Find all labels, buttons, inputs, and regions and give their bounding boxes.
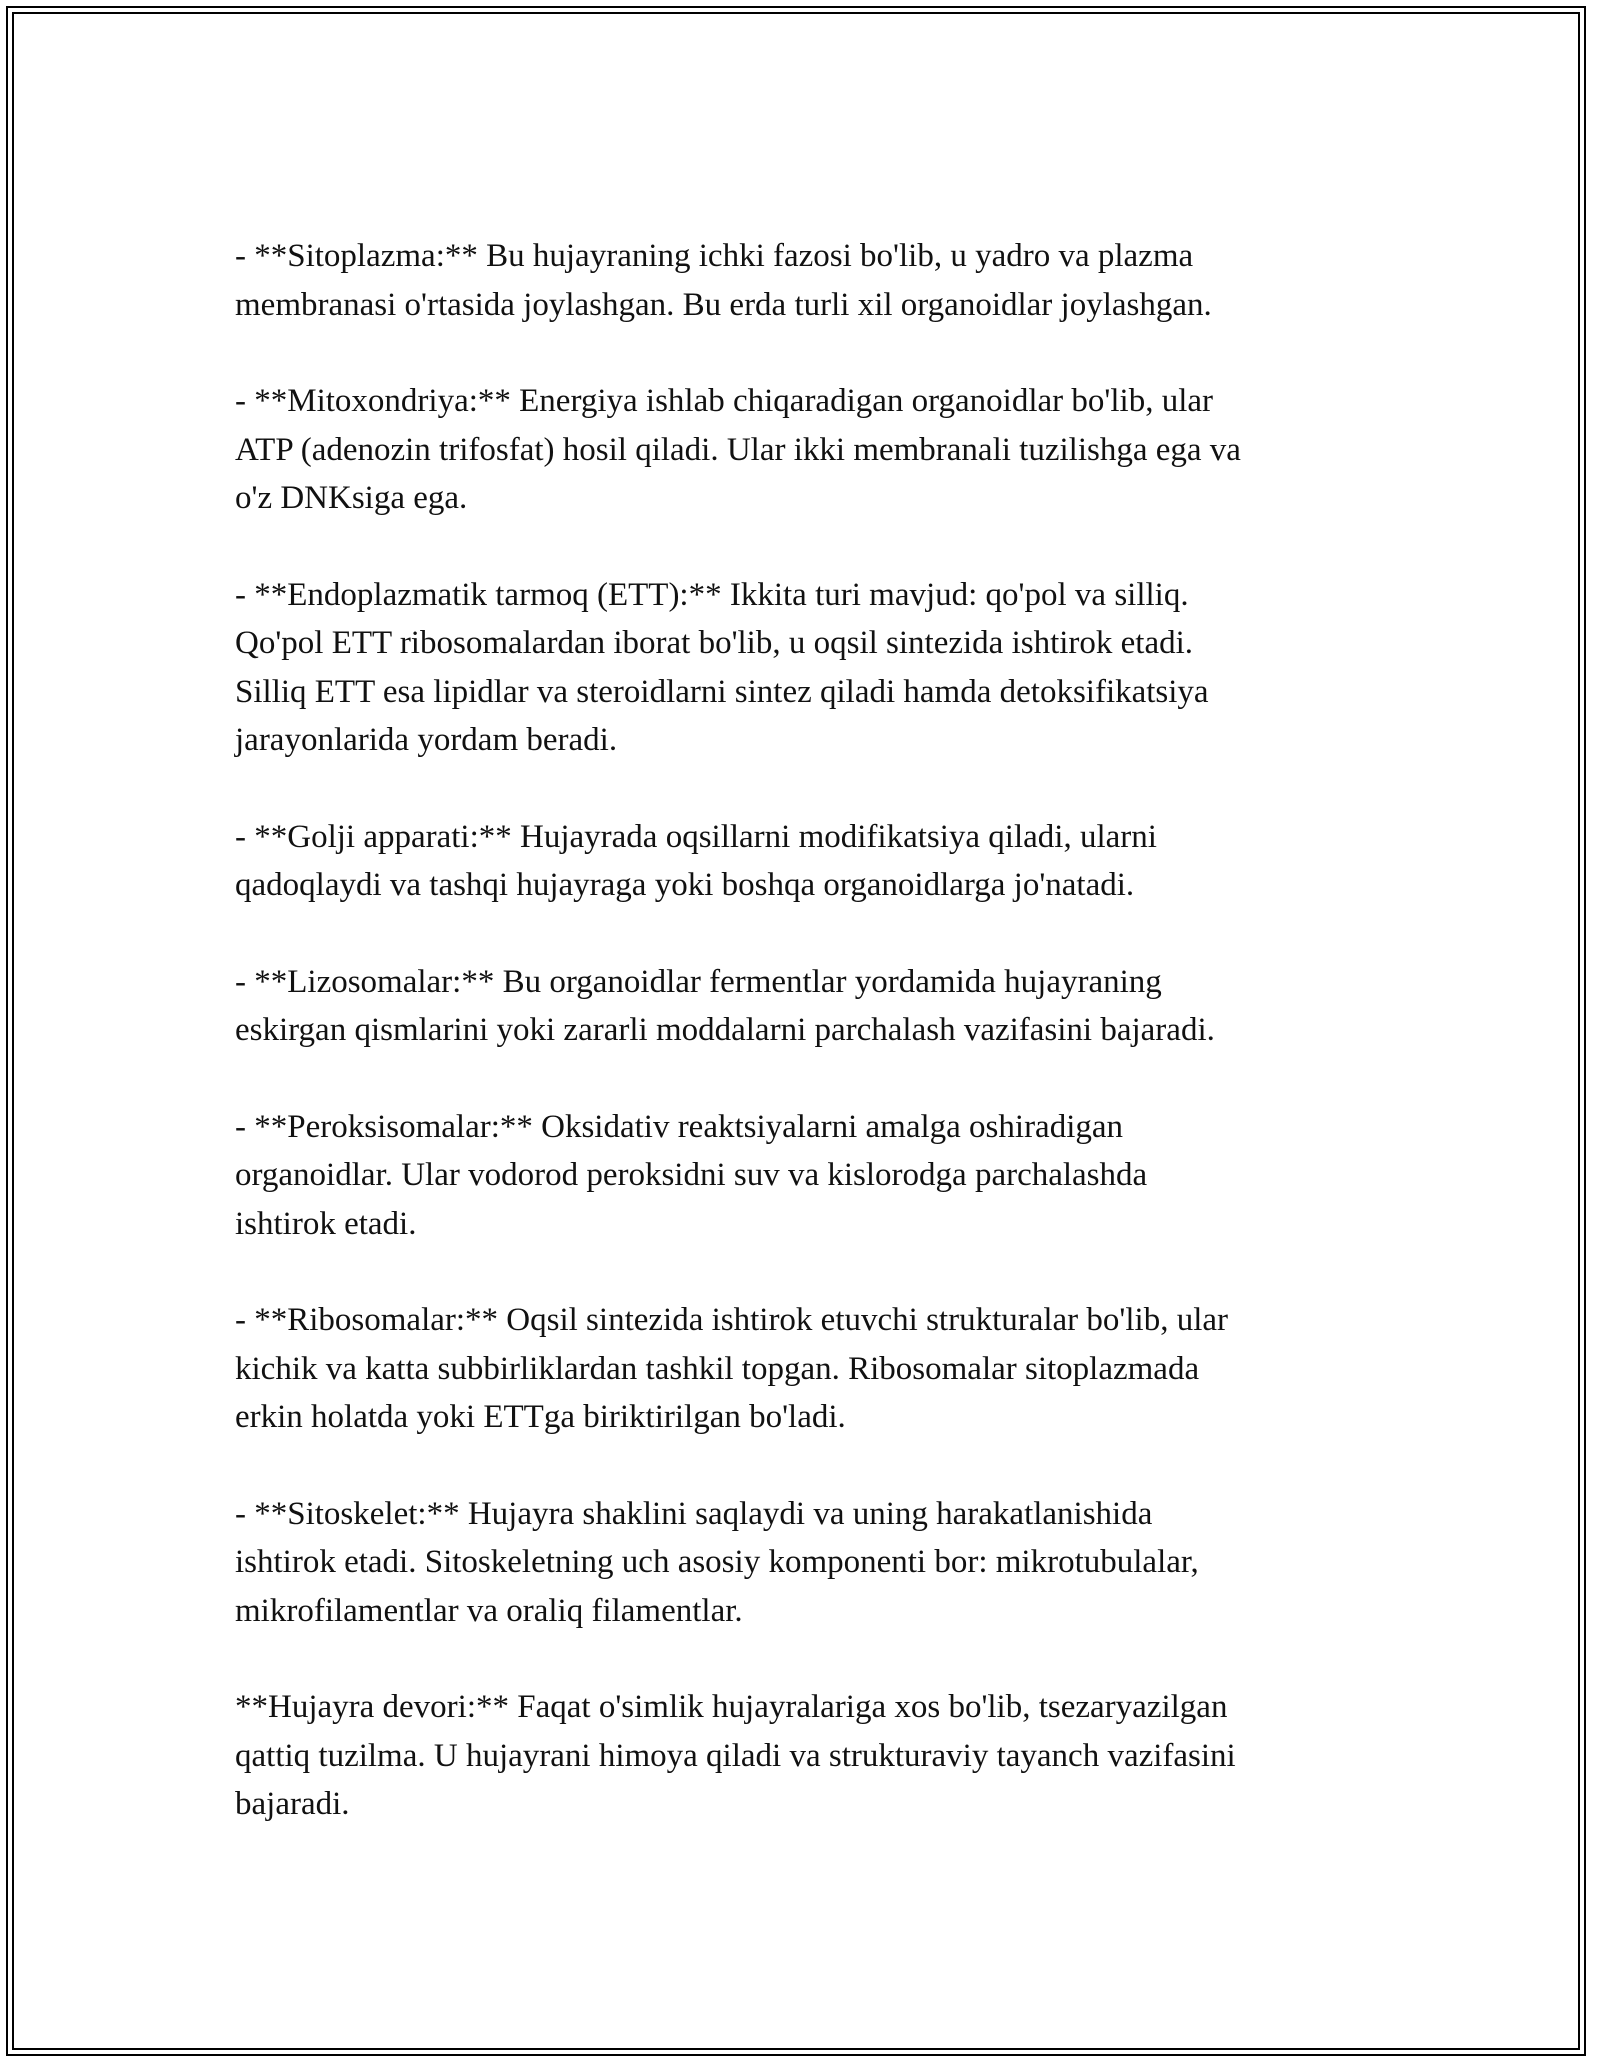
paragraph-sitoskelet: - **Sitoskelet:** Hujayra shaklini saqlaydi va uning harakatlanishida ishtirok etadi. Sitoskeletning uch asosiy komponenti bor: mikrotubulalar, mikrofilamentlar va oraliq filamentlar. xyxy=(235,1495,1199,1629)
paragraph-peroksisomalar: - **Peroksisomalar:** Oksidativ reaktsiyalarni amalga oshiradigan organoidlar. Ular vodorod peroksidni suv va kislorodga parchalashda ishtirok etadi. xyxy=(235,1108,1148,1242)
paragraph-ribosomalar: - **Ribosomalar:** Oqsil sintezida ishtirok etuvchi strukturalar bo'lib, ular kichik va katta subbirliklardan tashkil topgan. Ribosomalar sitoplazmada erkin holatda yoki ETTga biriktirilgan bo'ladi. xyxy=(235,1302,1229,1435)
paragraph-sitoplazma: - **Sitoplazma:** Bu hujayraning ichki fazosi bo'lib, u yadro va plazma membranasi o'rtasida joylashgan. Bu erda turli xil organoidlar joylashgan. xyxy=(235,238,1212,323)
paragraph-hujayra-devori: **Hujayra devori:** Faqat o'simlik hujayralariga xos bo'lib, tsezaryazilgan qattiq tuzilma. U hujayrani himoya qiladi va strukturaviy tayanch vazifasini bajaradi. xyxy=(235,1689,1236,1822)
paragraph-lizosomalar: - **Lizosomalar:** Bu organoidlar fermentlar yordamida hujayraning eskirgan qismlarini yoki zararli moddalarni parchalash vazifasini bajaradi. xyxy=(235,963,1215,1048)
paragraph-golji-apparati: - **Golji apparati:** Hujayrada oqsillarni modifikatsiya qiladi, ularni qadoqlaydi va tashqi hujayraga yoki boshqa organoidlarga jo'natadi. xyxy=(235,818,1157,903)
paragraph-endoplazmatik-tarmoq: - **Endoplazmatik tarmoq (ETT):** Ikkita turi mavjud: qo'pol va silliq. Qo'pol ETT ribosomalardan iborat bo'lib, u oqsil sintezida ishtirok etadi. Silliq ETT esa lipidlar va steroidlarni sintez qiladi hamda detoksifikatsiya jarayonlarida yordam beradi. xyxy=(235,576,1209,758)
document-body xyxy=(235,232,1385,1877)
paragraph-mitoxondriya: - **Mitoxondriya:** Energiya ishlab chiqaradigan organoidlar bo'lib, ular ATP (adenozin trifosfat) hosil qiladi. Ular ikki membranali tuzilishga ega va o'z DNKsiga ega. xyxy=(235,383,1241,516)
